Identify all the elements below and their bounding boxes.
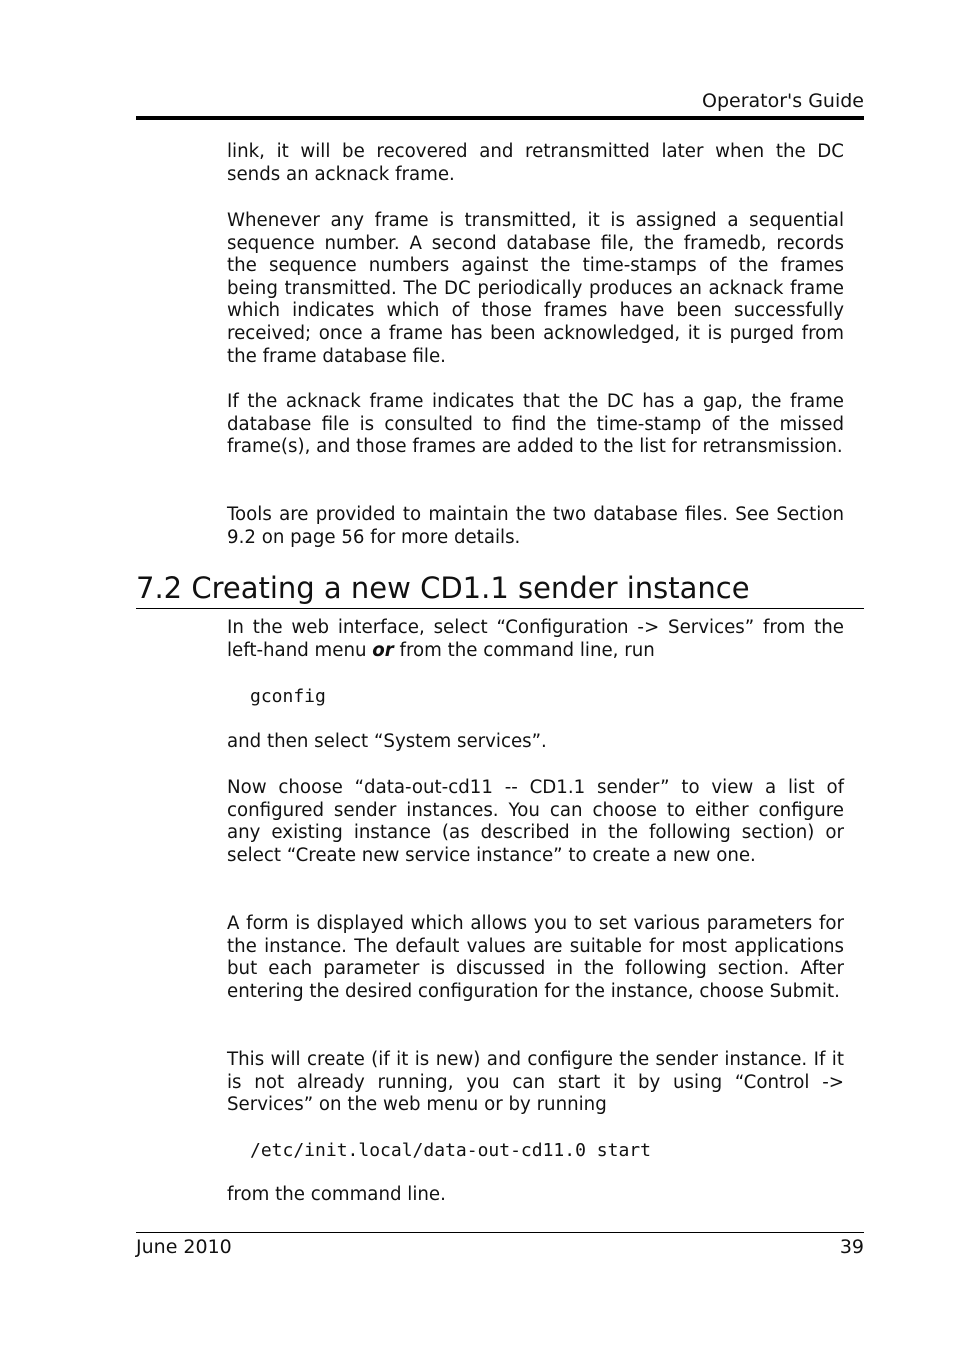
intro-text-2: from the command line, run (393, 639, 655, 661)
footer-rule (136, 1232, 864, 1233)
section-heading: 7.2 Creating a new CD1.1 sender instance (136, 571, 750, 605)
paragraph-tools: Tools are provided to maintain the two database files. See Section 9.2 on page 56 for more details. (227, 504, 844, 548)
running-header: Operator's Guide (701, 90, 864, 112)
code-start-command: /etc/init.local/data-out-cd11.0 start (250, 1140, 651, 1161)
paragraph-create-instance: This will create (if it is new) and configure the sender instance. If it is not already running, you can start it by using “Control -> Services” on the web menu or by running (227, 1049, 844, 1116)
page-number: 39 (839, 1236, 864, 1258)
paragraph-form: A form is displayed which allows you to set various parameters for the instance. The default values are suitable for most applications but each parameter is discussed in the following section. After entering the desired configuration for the instance, choose Submit. (227, 913, 844, 1002)
header-rule (136, 116, 864, 120)
section-rule (136, 608, 864, 609)
intro-text-1: In the web interface, select “Configuration -> Services” from the left-hand menu (227, 617, 844, 661)
paragraph-select-system-services: and then select “System services”. (227, 731, 547, 752)
code-gconfig: gconfig (250, 686, 326, 707)
paragraph-acknack-gap: If the acknack frame indicates that the DC has a gap, the frame database file is consulted to find the time-stamp of the missed frame(s), and those frames are added to the list for retransmission. (227, 391, 844, 458)
intro-emphasis: or (372, 639, 394, 661)
paragraph-sequence-number: Whenever any frame is transmitted, it is assigned a sequential sequence number. A second database file, the framedb, records the sequence numbers against the time-stamps of the frames being transmitted. The DC periodically produces an acknack frame which indicates which of those frames have been successfully received; once a frame has been acknowledged, it is purged from the frame database file. (227, 210, 844, 367)
footer-date: June 2010 (136, 1236, 232, 1258)
paragraph-choose-sender: Now choose “data-out-cd11 -- CD1.1 sender” to view a list of configured sender instances. You can choose to either configure any existing instance (as described in the following section) or select “Create new service instance” to create a new one. (227, 777, 844, 866)
paragraph-command-line: from the command line. (227, 1184, 446, 1205)
paragraph-intro (227, 617, 844, 662)
paragraph-link-recovery: link, it will be recovered and retransmitted later when the DC sends an acknack frame. (227, 141, 844, 185)
